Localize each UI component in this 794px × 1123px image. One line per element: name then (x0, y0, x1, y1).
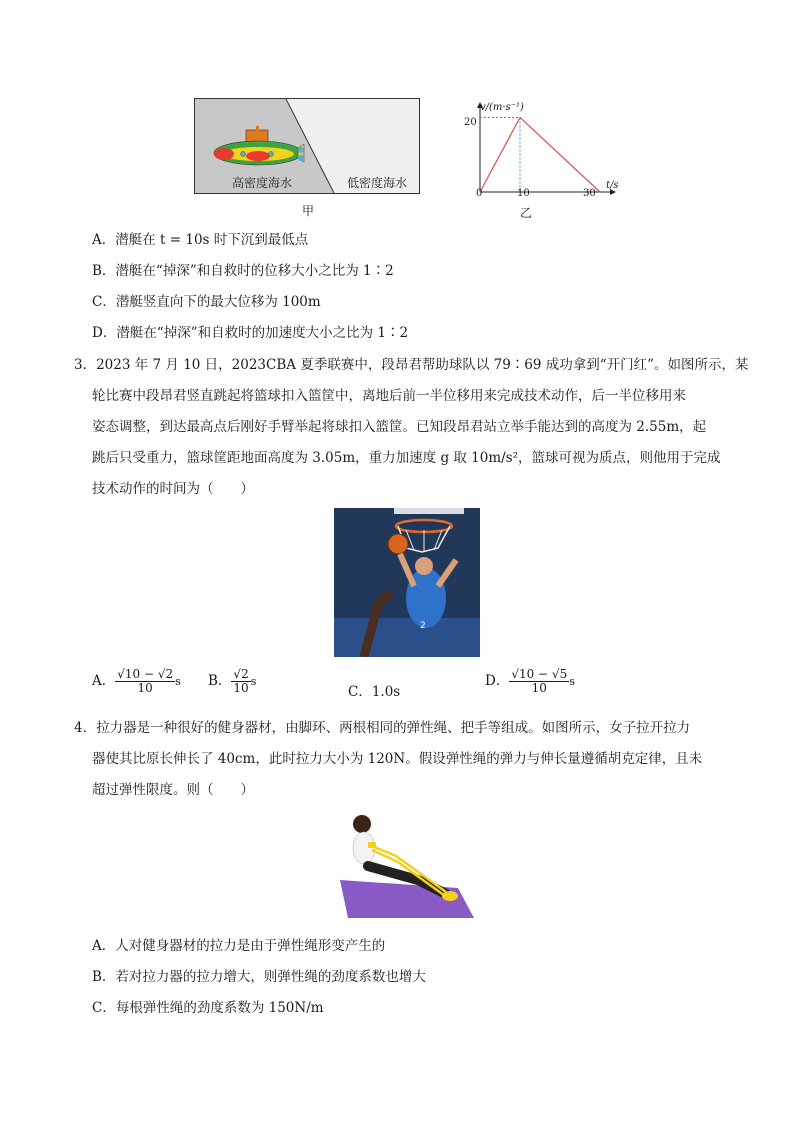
q3-option-d (485, 668, 575, 695)
figure-yi-caption: 乙 (520, 206, 533, 220)
q3-option-b-label: B． (208, 673, 232, 690)
q3-option-c: C．1.0s (348, 684, 401, 700)
basketball (388, 534, 408, 554)
x-tick-10: 10 (517, 188, 530, 199)
player-head (415, 557, 433, 575)
series-line (480, 117, 600, 192)
origin-label: 0 (476, 188, 483, 199)
q4-line-1: 4．拉力器是一种很好的健身器材，由脚环、两根相同的弹性绳、把手等组成。如图所示，女子拉开拉力 (74, 720, 691, 736)
q3-option-b-denominator: 10 (233, 681, 249, 696)
q3-option-a-unit: s (175, 675, 181, 689)
basketball-photo-illustration (334, 508, 480, 657)
q3-option-b-unit: s (250, 675, 257, 689)
q3-option-d-label: D． (485, 673, 510, 690)
q3-line-1: 3．2023 年 7 月 10 日，2023CBA 夏季联赛中，段昂君帮助球队以 79∶69 成功拿到“开门红”。如图所示，某 (74, 357, 749, 373)
q3-option-d-denominator: 10 (531, 681, 547, 696)
q3-option-d-numerator: √10 − √5 (511, 667, 568, 681)
high-density-label: 高密度海水 (232, 176, 293, 190)
basketball-photo (334, 508, 480, 657)
q3-option-a (92, 668, 181, 695)
x-axis-label: t/s (606, 180, 619, 191)
q3-option-a-denominator: 10 (137, 681, 153, 696)
q4-option-c: C．每根弹性绳的劲度系数为 150N/m (92, 1000, 324, 1016)
y-axis-label: v/(m·s⁻¹) (480, 102, 524, 113)
q3-line-2: 轮比赛中段昂君竖直跳起将篮球扣入篮筐中，离地后前一半位移用来完成技术动作，后一半位移用来 (92, 388, 686, 404)
jersey-number: 2 (420, 621, 426, 631)
y-tick-20: 20 (464, 117, 477, 128)
exercise-photo (338, 806, 476, 918)
q2-option-d: D．潜艇在“掉深”和自救时的加速度大小之比为 1∶2 (92, 325, 409, 341)
figure-jia (194, 98, 420, 194)
exercise-illustration (338, 806, 476, 918)
x-tick-30: 30 (583, 188, 596, 199)
q3-option-d-unit: s (569, 675, 575, 689)
q3-option-a-label: A． (92, 673, 116, 690)
q3-option-b (208, 668, 256, 695)
q4-line-3: 超过弹性限度。则（ ） (92, 782, 254, 798)
q4-option-b: B．若对拉力器的拉力增大，则弹性绳的劲度系数也增大 (92, 969, 426, 985)
foot-ring (442, 891, 458, 901)
figure-jia-caption: 甲 (302, 204, 315, 218)
q3-option-a-numerator: √10 − √2 (117, 667, 174, 681)
woman-head (353, 815, 371, 833)
figure-yi (460, 100, 630, 220)
handle-icon (368, 842, 376, 848)
vt-chart (460, 100, 630, 204)
low-density-label: 低密度海水 (347, 176, 408, 190)
q2-option-c: C．潜艇竖直向下的最大位移为 100m (92, 294, 321, 310)
q2-option-b: B．潜艇在“掉深”和自救时的位移大小之比为 1∶2 (92, 263, 394, 279)
q4-line-2: 器使其比原长伸长了 40cm，此时拉力大小为 120N。假设弹性绳的弹力与伸长量遵循胡克定律，且未 (92, 751, 703, 767)
q3-line-4: 跳后只受重力，篮球筐距地面高度为 3.05m，重力加速度 g 取 10m/s²，篮球可视为质点，则他用于完成 (92, 450, 721, 466)
q3-option-a-fraction (115, 668, 175, 695)
q3-option-b-fraction (231, 668, 250, 695)
q3-line-3: 姿态调整，到达最高点后刚好手臂举起将球扣入篮筐。已知段昂君站立举手能达到的高度为 2.55m，起 (92, 419, 707, 435)
q3-option-d-fraction (509, 668, 569, 695)
q3-line-5: 技术动作的时间为（ ） (92, 481, 254, 497)
q4-option-a: A．人对健身器材的拉力是由于弹性绳形变产生的 (92, 938, 386, 954)
q2-option-a: A．潜艇在 t = 10s 时下沉到最低点 (92, 232, 309, 248)
q3-option-b-numerator: √2 (233, 667, 249, 681)
